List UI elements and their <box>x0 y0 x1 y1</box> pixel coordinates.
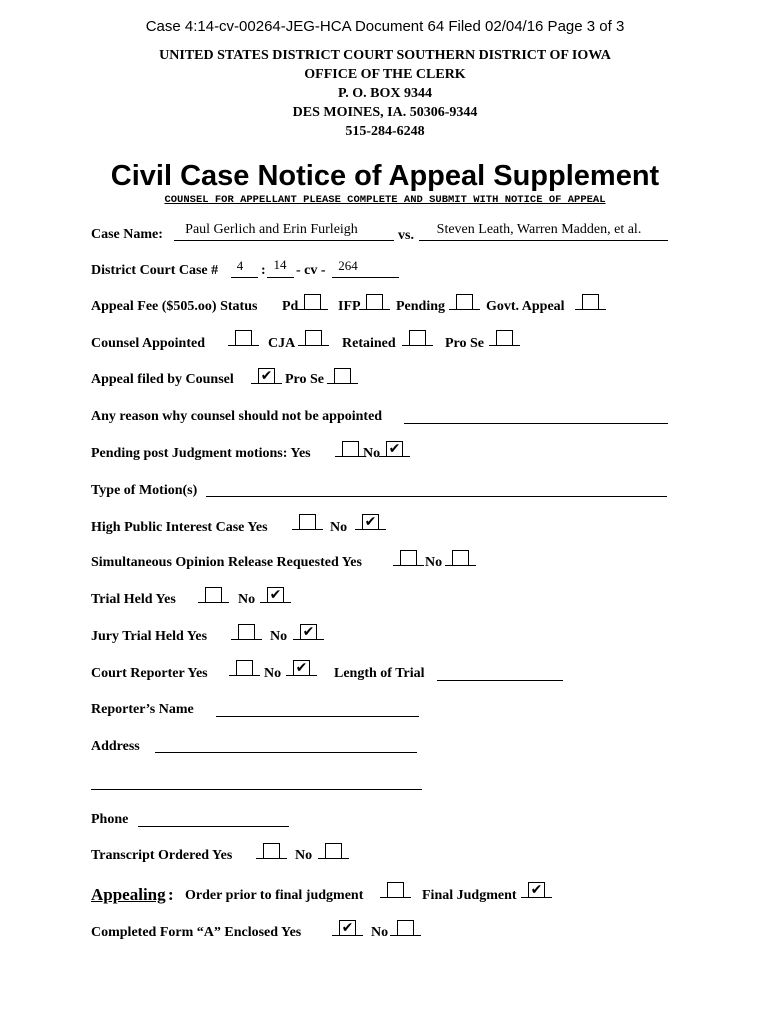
transcript-no-checkbox[interactable] <box>325 843 342 858</box>
reporters-name-field[interactable] <box>216 716 419 717</box>
pending-motions-no-label: No <box>363 446 381 461</box>
case-num-2-field[interactable]: 14 <box>273 257 287 272</box>
transcript-label: Transcript Ordered Yes <box>91 848 233 863</box>
simultaneous-no-checkbox[interactable] <box>452 550 469 565</box>
court-phone: 515-284-6248 <box>345 124 425 139</box>
document-header: Case 4:14-cv-00264-JEG-HCA Document 64 Filed 02/04/16 Page 3 of 3 <box>145 18 625 35</box>
case-num-1-field[interactable]: 4 <box>236 258 244 273</box>
pending-checkbox[interactable] <box>456 294 473 309</box>
phone-field[interactable] <box>138 826 289 827</box>
simultaneous-yes-checkbox[interactable] <box>400 550 417 565</box>
final-judgment-label: Final Judgment <box>422 888 517 903</box>
form-title: Civil Case Notice of Appeal Supplement <box>110 160 660 192</box>
simultaneous-label: Simultaneous Opinion Release Requested Yes <box>91 555 362 570</box>
defendant-line <box>419 240 668 241</box>
simultaneous-no-label: No <box>425 555 443 570</box>
trial-held-label: Trial Held Yes <box>91 592 176 607</box>
pending-label: Pending <box>396 299 446 314</box>
jury-trial-label: Jury Trial Held Yes <box>91 629 208 644</box>
case-name-label: Case Name: <box>91 227 163 242</box>
court-reporter-yes-checkbox[interactable] <box>236 660 253 675</box>
high-public-no-label: No <box>330 520 348 535</box>
pending-motions-no-checkbox[interactable]: ✔ <box>386 441 403 456</box>
order-prior-label: Order prior to final judgment <box>185 888 364 903</box>
appeal-fee-label: Appeal Fee ($505.oo) Status <box>91 299 258 314</box>
plaintiff-field[interactable]: Paul Gerlich and Erin Furleigh <box>185 222 358 237</box>
transcript-yes-checkbox[interactable] <box>263 843 280 858</box>
court-office: OFFICE OF THE CLERK <box>304 67 466 82</box>
jury-trial-yes-checkbox[interactable] <box>238 624 255 639</box>
reporters-name-label: Reporter’s Name <box>91 702 194 717</box>
govt-appeal-label: Govt. Appeal <box>486 299 565 314</box>
form-a-no-checkbox[interactable] <box>397 920 414 935</box>
high-public-yes-checkbox[interactable] <box>299 514 316 529</box>
trial-held-no-label: No <box>238 592 256 607</box>
address-field-line1[interactable] <box>155 752 417 753</box>
transcript-no-label: No <box>295 848 313 863</box>
counsel-appointed-label: Counsel Appointed <box>91 336 205 351</box>
jury-trial-no-label: No <box>270 629 288 644</box>
pd-checkbox[interactable] <box>304 294 321 309</box>
vs-label: vs. <box>398 228 414 243</box>
case-num-3-field[interactable]: 264 <box>338 258 358 273</box>
filed-pro-se-label: Pro Se <box>285 372 325 387</box>
cv-label: - cv - <box>296 263 326 278</box>
retained-checkbox[interactable] <box>409 330 426 345</box>
completed-form-label: Completed Form “A” Enclosed Yes <box>91 925 302 940</box>
cja-checkbox[interactable] <box>305 330 322 345</box>
type-motion-label: Type of Motion(s) <box>91 483 198 498</box>
case-num-1-line <box>231 277 258 278</box>
district-case-label: District Court Case # <box>91 263 219 278</box>
pro-se-checkbox[interactable] <box>496 330 513 345</box>
length-trial-label: Length of Trial <box>334 666 425 681</box>
court-city: DES MOINES, IA. 50306-9344 <box>292 105 478 120</box>
pro-se-label: Pro Se <box>445 336 485 351</box>
form-a-no-label: No <box>371 925 389 940</box>
high-public-no-checkbox[interactable]: ✔ <box>362 514 379 529</box>
type-motion-field[interactable] <box>206 496 667 497</box>
any-reason-label: Any reason why counsel should not be appointed <box>91 409 383 424</box>
plaintiff-line <box>174 240 394 241</box>
court-reporter-no-checkbox[interactable]: ✔ <box>293 660 310 675</box>
length-trial-field[interactable] <box>437 680 563 681</box>
order-prior-checkbox[interactable] <box>387 882 404 897</box>
ifp-checkbox[interactable] <box>366 294 383 309</box>
pending-motions-yes-checkbox[interactable] <box>342 441 359 456</box>
final-judgment-checkbox[interactable]: ✔ <box>528 882 545 897</box>
trial-held-yes-checkbox[interactable] <box>205 587 222 602</box>
govt-appeal-checkbox[interactable] <box>582 294 599 309</box>
address-field-line2[interactable] <box>91 789 422 790</box>
high-public-label: High Public Interest Case Yes <box>91 520 268 535</box>
case-num-separator: : <box>261 263 266 278</box>
jury-trial-no-checkbox[interactable]: ✔ <box>300 624 317 639</box>
pd-label: Pd <box>282 299 299 314</box>
appealing-colon: : <box>168 885 174 904</box>
court-reporter-no-label: No <box>264 666 282 681</box>
ifp-label: IFP <box>338 299 361 314</box>
filed-counsel-checkbox[interactable]: ✔ <box>258 368 275 383</box>
form-subtitle: COUNSEL FOR APPELLANT PLEASE COMPLETE AND SUBMIT WITH NOTICE OF APPEAL <box>164 194 606 206</box>
case-num-2-line <box>267 277 294 278</box>
appealing-label: Appealing <box>91 885 166 904</box>
appeal-filed-label: Appeal filed by Counsel <box>91 372 234 387</box>
address-label: Address <box>91 739 140 754</box>
court-reporter-label: Court Reporter Yes <box>91 666 208 681</box>
any-reason-field[interactable] <box>404 423 668 424</box>
appointed-checkbox[interactable] <box>235 330 252 345</box>
cja-label: CJA <box>268 336 296 351</box>
trial-held-no-checkbox[interactable]: ✔ <box>267 587 284 602</box>
phone-label: Phone <box>91 812 129 827</box>
court-name: UNITED STATES DISTRICT COURT SOUTHERN DISTRICT OF IOWA <box>159 48 611 63</box>
filed-pro-se-checkbox[interactable] <box>334 368 351 383</box>
retained-label: Retained <box>342 336 396 351</box>
pending-motions-label: Pending post Judgment motions: Yes <box>91 446 311 461</box>
case-num-3-line <box>332 277 399 278</box>
court-po-box: P. O. BOX 9344 <box>338 86 432 101</box>
defendant-field[interactable]: Steven Leath, Warren Madden, et al. <box>436 222 642 237</box>
form-a-yes-checkbox[interactable]: ✔ <box>339 920 356 935</box>
